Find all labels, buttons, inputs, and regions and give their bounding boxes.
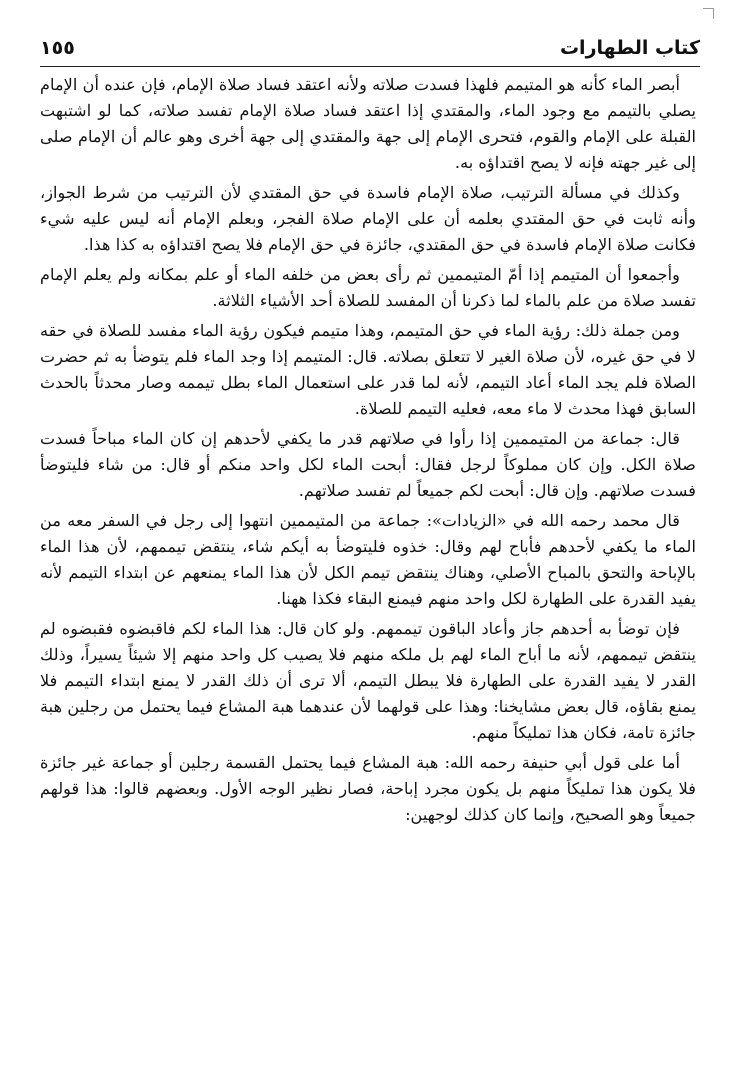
paragraph: أبصر الماء كأنه هو المتيمم فلهذا فسدت صلاته ولأنه اعتقد فساد صلاة الإمام، فإن عنده أن الإمام يصلي بالتيمم مع وجود الماء، والمقتدي إذا اعتقد فساد صلاة الإمام تفسد صلاته، كما لو اشتبهت القبلة على الإمام والقوم، فتحرى الإمام إلى جهة والمقتدي إلى جهة أخرى وهو عالم أن الإمام صلى إلى غير جهته فإنه لا يصح اقتداؤه به. — [40, 75, 696, 172]
page-header — [40, 30, 700, 67]
paragraph: أما على قول أبي حنيفة رحمه الله: هبة المشاع فيما يحتمل القسمة رجلين أو جماعة غير جائزة فلا يكون هذا تمليكاً منهم بل يكون مجرد إباحة، فصار نظير الوجه الأول. وبعضهم قالوا: هذا قولهم جميعاً وهو الصحيح، وإنما كان كذلك لوجهين: — [40, 753, 696, 824]
paragraph: فإن توضأ به أحدهم جاز وأعاد الباقون تيممهم. ولو كان قال: هذا الماء لكم فاقبضوه فقبضوه لم ينتقض تيممهم، لأنه ما أباح الماء لهم بل ملكه منهم فلا يصيب كل واحد منهم إلا شيئاً يسيراً، وذلك القدر لا يفيد القدرة على الطهارة فلا يبطل التيمم، ألا ترى أن ذلك القدر لا يمنع ابتداء التيمم فلا يمنع بقاؤه، قال بعض مشايخنا: وهذا على قولهما لأن عندهما هبة المشاع فيما يحتمل من رجلين هبة جائزة تامة، فكان هذا تمليكاً منهم. — [40, 619, 696, 742]
chapter-title: كتاب الطهارات — [559, 37, 700, 59]
body-text — [40, 72, 696, 1072]
corner-crop-mark — [703, 8, 714, 19]
paragraph: وكذلك في مسألة الترتيب، صلاة الإمام فاسدة في حق المقتدي لأن الترتيب من شرط الجواز، وأنه ثابت في حق المقتدي بعلمه أن على الإمام صلاة الفجر، وبعلم الإمام أنه ليس عليه شيء فكانت صلاة الإمام فاسدة في حق المقتدي، جائزة في حق الإمام فلا يصح اقتداؤه به كذا هذا. — [40, 183, 696, 254]
paragraph: قال: جماعة من المتيممين إذا رأوا في صلاتهم قدر ما يكفي لأحدهم إن كان الماء مباحاً فسدت صلاة الكل. وإن كان مملوكاً لرجل فقال: أبحت الماء لكل واحد منكم أو قال: من شاء فليتوضأ فسدت صلاتهم. وإن قال: أبحت لكم جميعاً لم تفسد صلاتهم. — [40, 429, 696, 500]
paragraph: وأجمعوا أن المتيمم إذا أمّ المتيممين ثم رأى بعض من خلفه الماء أو علم بمكانه ولم يعلم الإمام تفسد صلاة من علم بالماء لما ذكرنا أن المفسد للصلاة أحد الأشياء الثلاثة. — [40, 265, 696, 310]
paragraph: قال محمد رحمه الله في «الزيادات»: جماعة من المتيممين انتهوا إلى رجل في السفر معه من الماء ما يكفي لأحدهم فأباح لهم وقال: خذوه فليتوضأ به أيكم شاء، ينتقض تيممهم، لأن هذا الماء بالإباحة والتحق بالمباح الأصلي، وهناك ينتقض تيمم الكل لأن هذا الماء يمنعهم عن ابتداء التيمم لأنه يفيد القدرة على الطهارة لكل واحد منهم فيمنع البقاء فكذا ههنا. — [40, 511, 696, 608]
page-number: ١٥٥ — [40, 37, 75, 59]
paragraph: ومن جملة ذلك: رؤية الماء في حق المتيمم، وهذا متيمم فيكون رؤية الماء مفسد للصلاة في حقه لا في حق غيره، لأن صلاة الغير لا تتعلق بصلاته. قال: المتيمم إذا وجد الماء فلم يتوضأ به ثم حضرت الصلاة فلم يجد الماء أعاد التيمم، لأنه لما قدر على استعمال الماء بطل تيممه وصار محدثاً بالحدث السابق فهذا محدث لا ماء معه، فعليه التيمم للصلاة. — [40, 321, 696, 418]
